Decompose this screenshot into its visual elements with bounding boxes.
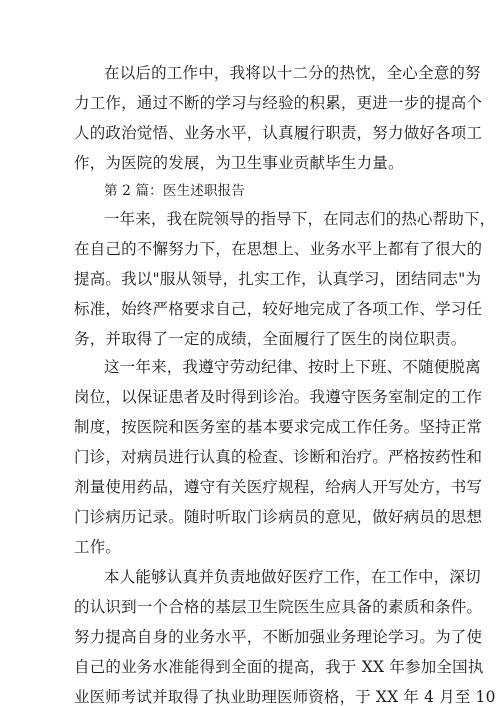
text-line: 在以后的工作中，我将以十二分的热忱，全心全意的努 bbox=[104, 64, 481, 82]
text-line: 务，并取得了一定的成绩，全面履行了医生的岗位职责。 bbox=[74, 330, 467, 348]
text-line: 努力提高自身的业务水平，不断加强业务理论学习。为了使 bbox=[74, 628, 483, 646]
text-line: 自己的业务水准能得到全面的提高，我于 XX 年参加全国执 bbox=[74, 658, 484, 676]
text-line: 作，为医院的发展，为卫生事业贡献毕生力量。 bbox=[74, 154, 404, 172]
text-line: 业医师考试并取得了执业助理医师资格，于 XX 年 4 月至 10 bbox=[74, 688, 496, 706]
text-line: 力工作，通过不断的学习与经验的积累，更进一步的提高个 bbox=[74, 94, 483, 112]
text-line: 本人能够认真并负责地做好医疗工作，在工作中，深切 bbox=[104, 568, 481, 586]
text-line: 标准，始终严格要求自己，较好地完成了各项工作、学习任 bbox=[74, 300, 483, 318]
text-line: 工作。 bbox=[74, 538, 122, 556]
text-line: 这一年来，我遵守劳动纪律、按时上下班、不随便脱离 bbox=[104, 358, 481, 376]
text-line: 人的政治觉悟、业务水平，认真履行职责，努力做好各项工 bbox=[74, 124, 483, 142]
text-line: 剂量使用药品，遵守有关医疗规程，给病人开写处方，书写 bbox=[74, 478, 483, 496]
text-line: 提高。我以"服从领导，扎实工作，认真学习，团结同志"为 bbox=[74, 270, 482, 288]
text-line: 岗位，以保证患者及时得到诊治。我遵守医务室制定的工作 bbox=[74, 388, 483, 406]
text-line: 门诊，对病员进行认真的检查、诊断和治疗。严格按药性和 bbox=[74, 448, 483, 466]
text-line: 的认识到一个合格的基层卫生院医生应具备的素质和条件。 bbox=[74, 598, 483, 616]
text-line: 一年来，我在院领导的指导下，在同志们的热心帮助下， bbox=[104, 210, 496, 228]
text-line: 在自己的不懈努力下，在思想上、业务水平上都有了很大的 bbox=[74, 240, 483, 258]
section-heading: 第 2 篇：医生述职报告 bbox=[104, 183, 246, 199]
text-line: 制度，按医院和医务室的基本要求完成工作任务。坚持正常 bbox=[74, 418, 483, 436]
text-line: 门诊病历记录。随时听取门诊病员的意见，做好病员的思想 bbox=[74, 508, 483, 526]
